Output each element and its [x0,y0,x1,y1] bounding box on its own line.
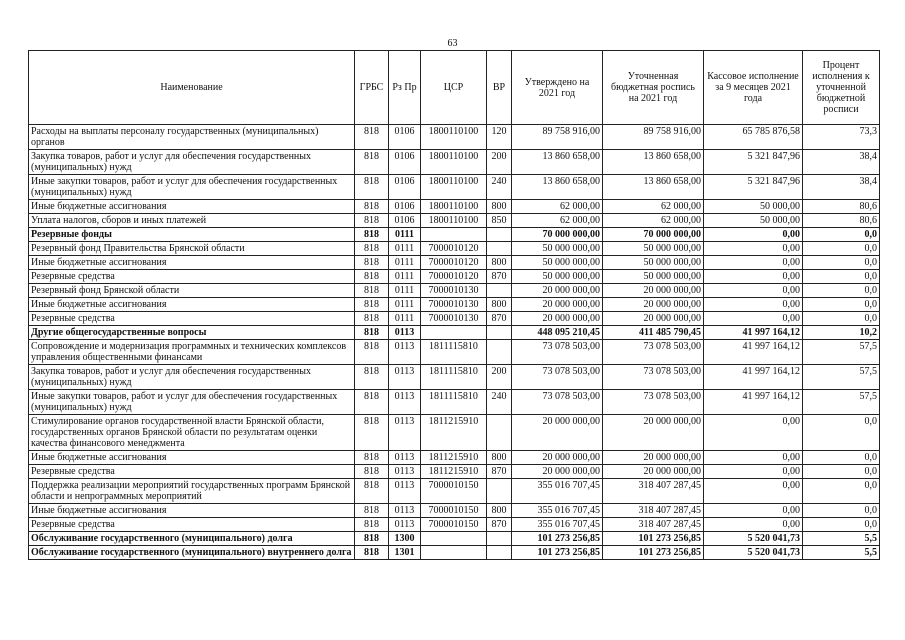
row-name-cell: Резервные средства [29,518,355,532]
row-cash-cell: 0,00 [704,465,803,479]
row-name-cell: Иные бюджетные ассигнования [29,200,355,214]
row-name-cell: Иные бюджетные ассигнования [29,504,355,518]
row-approved-cell: 355 016 707,45 [512,518,603,532]
row-vr-cell [487,340,512,365]
row-csr-cell: 1800110100 [421,125,487,150]
row-grbs-cell: 818 [355,284,389,298]
row-percent-cell: 38,4 [803,175,880,200]
row-refined-cell: 318 407 287,45 [603,479,704,504]
row-name-cell: Иные бюджетные ассигнования [29,451,355,465]
row-rzpr-cell: 0111 [389,284,421,298]
table-row [29,312,880,326]
row-grbs-cell: 818 [355,256,389,270]
row-vr-cell: 200 [487,365,512,390]
table-row [29,298,880,312]
header-grbs: ГРБС [355,51,389,125]
row-approved-cell: 101 273 256,85 [512,532,603,546]
row-name-cell: Расходы на выплаты персоналу государственных (муниципальных) органов [29,125,355,150]
row-vr-cell: 800 [487,298,512,312]
row-rzpr-cell: 0106 [389,175,421,200]
row-vr-cell [487,242,512,256]
row-name-cell: Резервный фонд Правительства Брянской области [29,242,355,256]
row-rzpr-cell: 0111 [389,228,421,242]
row-percent-cell: 0,0 [803,228,880,242]
row-approved-cell: 13 860 658,00 [512,175,603,200]
row-vr-cell [487,415,512,451]
row-approved-cell: 62 000,00 [512,214,603,228]
row-grbs-cell: 818 [355,214,389,228]
row-approved-cell: 73 078 503,00 [512,365,603,390]
table-row [29,284,880,298]
table-row [29,532,880,546]
header-percent: Процент исполнения к уточненной бюджетной росписи [803,51,880,125]
row-csr-cell: 1811215910 [421,465,487,479]
row-grbs-cell: 818 [355,175,389,200]
row-refined-cell: 50 000 000,00 [603,242,704,256]
row-name-cell: Резервные средства [29,312,355,326]
row-percent-cell: 0,0 [803,451,880,465]
row-percent-cell: 0,0 [803,256,880,270]
row-approved-cell: 50 000 000,00 [512,256,603,270]
row-approved-cell: 73 078 503,00 [512,390,603,415]
row-cash-cell: 0,00 [704,504,803,518]
row-percent-cell: 5,5 [803,546,880,560]
row-rzpr-cell: 0113 [389,365,421,390]
row-refined-cell: 73 078 503,00 [603,340,704,365]
row-rzpr-cell: 0111 [389,270,421,284]
row-csr-cell: 7000010130 [421,298,487,312]
row-vr-cell: 870 [487,270,512,284]
row-approved-cell: 355 016 707,45 [512,479,603,504]
table-row [29,242,880,256]
row-percent-cell: 0,0 [803,270,880,284]
row-percent-cell: 0,0 [803,242,880,256]
row-approved-cell: 50 000 000,00 [512,242,603,256]
row-csr-cell: 1800110100 [421,200,487,214]
row-cash-cell: 41 997 164,12 [704,365,803,390]
row-vr-cell: 240 [487,175,512,200]
row-vr-cell [487,326,512,340]
row-csr-cell [421,326,487,340]
row-cash-cell: 65 785 876,58 [704,125,803,150]
row-vr-cell: 800 [487,200,512,214]
table-row [29,228,880,242]
row-approved-cell: 355 016 707,45 [512,504,603,518]
row-refined-cell: 13 860 658,00 [603,175,704,200]
table-row [29,465,880,479]
header-row [29,51,880,125]
row-csr-cell: 7000010150 [421,518,487,532]
row-rzpr-cell: 0113 [389,326,421,340]
row-name-cell: Поддержка реализации мероприятий государственных программ Брянской области и непрограммных мероприятий [29,479,355,504]
header-name: Наименование [29,51,355,125]
row-name-cell: Другие общегосударственные вопросы [29,326,355,340]
row-vr-cell [487,532,512,546]
row-name-cell: Сопровождение и модернизация программных и технических комплексов управления общественными финансами [29,340,355,365]
table-row [29,270,880,284]
table-row [29,200,880,214]
row-name-cell: Иные закупки товаров, работ и услуг для обеспечения государственных (муниципальных) нужд [29,175,355,200]
row-grbs-cell: 818 [355,479,389,504]
row-grbs-cell: 818 [355,546,389,560]
row-cash-cell: 0,00 [704,415,803,451]
row-vr-cell [487,479,512,504]
row-cash-cell: 50 000,00 [704,200,803,214]
row-grbs-cell: 818 [355,228,389,242]
row-csr-cell: 7000010120 [421,270,487,284]
page-number: 63 [447,38,458,49]
header-refined: Уточненная бюджетная роспись на 2021 год [603,51,704,125]
row-cash-cell: 50 000,00 [704,214,803,228]
row-approved-cell: 20 000 000,00 [512,298,603,312]
row-refined-cell: 318 407 287,45 [603,504,704,518]
row-grbs-cell: 818 [355,150,389,175]
table-row [29,175,880,200]
row-cash-cell: 0,00 [704,451,803,465]
row-name-cell: Резервный фонд Брянской области [29,284,355,298]
row-refined-cell: 101 273 256,85 [603,532,704,546]
row-cash-cell: 0,00 [704,270,803,284]
row-grbs-cell: 818 [355,504,389,518]
row-cash-cell: 5 321 847,96 [704,150,803,175]
row-grbs-cell: 818 [355,465,389,479]
table-row [29,518,880,532]
row-csr-cell: 7000010130 [421,284,487,298]
row-grbs-cell: 818 [355,451,389,465]
row-cash-cell: 5 321 847,96 [704,175,803,200]
row-percent-cell: 57,5 [803,340,880,365]
table-row [29,451,880,465]
row-approved-cell: 20 000 000,00 [512,312,603,326]
row-cash-cell: 41 997 164,12 [704,390,803,415]
row-name-cell: Стимулирование органов государственной власти Брянской области, государственных органов Брянской области по результатам оценки качества финансового менеджмента [29,415,355,451]
row-name-cell: Закупка товаров, работ и услуг для обеспечения государственных (муниципальных) нужд [29,150,355,175]
row-percent-cell: 0,0 [803,504,880,518]
budget-table [28,50,880,560]
row-refined-cell: 73 078 503,00 [603,390,704,415]
row-vr-cell: 200 [487,150,512,175]
row-rzpr-cell: 0111 [389,312,421,326]
row-grbs-cell: 818 [355,532,389,546]
row-csr-cell: 1811115810 [421,340,487,365]
table-row [29,365,880,390]
row-csr-cell: 7000010120 [421,256,487,270]
row-refined-cell: 101 273 256,85 [603,546,704,560]
row-cash-cell: 5 520 041,73 [704,532,803,546]
row-refined-cell: 62 000,00 [603,200,704,214]
row-approved-cell: 20 000 000,00 [512,415,603,451]
row-approved-cell: 20 000 000,00 [512,451,603,465]
row-csr-cell: 1811115810 [421,390,487,415]
row-percent-cell: 10,2 [803,326,880,340]
row-percent-cell: 0,0 [803,479,880,504]
row-refined-cell: 50 000 000,00 [603,256,704,270]
row-cash-cell: 0,00 [704,242,803,256]
row-approved-cell: 448 095 210,45 [512,326,603,340]
row-rzpr-cell: 0113 [389,415,421,451]
row-percent-cell: 73,3 [803,125,880,150]
row-vr-cell: 800 [487,451,512,465]
row-approved-cell: 70 000 000,00 [512,228,603,242]
row-csr-cell: 1811115810 [421,365,487,390]
row-refined-cell: 20 000 000,00 [603,298,704,312]
row-name-cell: Иные бюджетные ассигнования [29,298,355,312]
row-percent-cell: 0,0 [803,298,880,312]
row-rzpr-cell: 0106 [389,200,421,214]
row-vr-cell: 870 [487,312,512,326]
row-refined-cell: 411 485 790,45 [603,326,704,340]
header-csr: ЦСР [421,51,487,125]
row-percent-cell: 0,0 [803,465,880,479]
header-vr: ВР [487,51,512,125]
row-cash-cell: 0,00 [704,518,803,532]
table-row [29,479,880,504]
row-grbs-cell: 818 [355,298,389,312]
table-row [29,326,880,340]
row-csr-cell: 1811215910 [421,415,487,451]
row-refined-cell: 20 000 000,00 [603,451,704,465]
row-csr-cell: 1800110100 [421,175,487,200]
row-rzpr-cell: 0113 [389,504,421,518]
row-vr-cell: 800 [487,504,512,518]
row-grbs-cell: 818 [355,390,389,415]
row-cash-cell: 0,00 [704,298,803,312]
row-vr-cell: 870 [487,518,512,532]
row-cash-cell: 0,00 [704,479,803,504]
row-name-cell: Закупка товаров, работ и услуг для обеспечения государственных (муниципальных) нужд [29,365,355,390]
row-csr-cell [421,546,487,560]
row-cash-cell: 41 997 164,12 [704,326,803,340]
row-vr-cell [487,228,512,242]
row-cash-cell: 0,00 [704,284,803,298]
header-cash: Кассовое исполнение за 9 месяцев 2021 года [704,51,803,125]
row-rzpr-cell: 1301 [389,546,421,560]
row-percent-cell: 0,0 [803,518,880,532]
row-refined-cell: 13 860 658,00 [603,150,704,175]
row-grbs-cell: 818 [355,340,389,365]
row-percent-cell: 0,0 [803,415,880,451]
row-rzpr-cell: 0113 [389,340,421,365]
table-body [29,125,880,560]
table-row [29,214,880,228]
table-row [29,340,880,365]
row-refined-cell: 73 078 503,00 [603,365,704,390]
row-csr-cell: 7000010130 [421,312,487,326]
row-grbs-cell: 818 [355,242,389,256]
row-approved-cell: 62 000,00 [512,200,603,214]
row-rzpr-cell: 0106 [389,125,421,150]
row-name-cell: Иные закупки товаров, работ и услуг для обеспечения государственных (муниципальных) нужд [29,390,355,415]
row-csr-cell: 1800110100 [421,150,487,175]
row-rzpr-cell: 0111 [389,256,421,270]
row-rzpr-cell: 0106 [389,214,421,228]
row-csr-cell: 7000010150 [421,479,487,504]
row-cash-cell: 0,00 [704,228,803,242]
row-rzpr-cell: 0111 [389,242,421,256]
row-percent-cell: 57,5 [803,365,880,390]
row-percent-cell: 80,6 [803,200,880,214]
header-rzpr: Рз Пр [389,51,421,125]
table-row [29,504,880,518]
row-name-cell: Резервные средства [29,270,355,284]
table-row [29,546,880,560]
table-row [29,415,880,451]
row-vr-cell: 870 [487,465,512,479]
row-approved-cell: 20 000 000,00 [512,465,603,479]
row-refined-cell: 20 000 000,00 [603,415,704,451]
row-csr-cell: 7000010150 [421,504,487,518]
row-refined-cell: 20 000 000,00 [603,312,704,326]
row-rzpr-cell: 1300 [389,532,421,546]
row-rzpr-cell: 0106 [389,150,421,175]
row-grbs-cell: 818 [355,326,389,340]
row-name-cell: Резервные фонды [29,228,355,242]
row-csr-cell: 7000010120 [421,242,487,256]
row-name-cell: Уплата налогов, сборов и иных платежей [29,214,355,228]
row-percent-cell: 38,4 [803,150,880,175]
row-vr-cell [487,284,512,298]
table-row [29,125,880,150]
table-row [29,150,880,175]
row-grbs-cell: 818 [355,200,389,214]
row-grbs-cell: 818 [355,415,389,451]
table-row [29,256,880,270]
row-percent-cell: 80,6 [803,214,880,228]
row-rzpr-cell: 0111 [389,298,421,312]
row-approved-cell: 101 273 256,85 [512,546,603,560]
row-rzpr-cell: 0113 [389,518,421,532]
row-rzpr-cell: 0113 [389,390,421,415]
row-refined-cell: 318 407 287,45 [603,518,704,532]
row-name-cell: Обслуживание государственного (муниципального) внутреннего долга [29,546,355,560]
row-approved-cell: 13 860 658,00 [512,150,603,175]
row-rzpr-cell: 0113 [389,465,421,479]
row-grbs-cell: 818 [355,125,389,150]
row-vr-cell: 850 [487,214,512,228]
row-approved-cell: 89 758 916,00 [512,125,603,150]
row-grbs-cell: 818 [355,365,389,390]
row-vr-cell: 800 [487,256,512,270]
row-cash-cell: 5 520 041,73 [704,546,803,560]
row-csr-cell [421,228,487,242]
row-vr-cell: 240 [487,390,512,415]
row-cash-cell: 41 997 164,12 [704,340,803,365]
row-csr-cell [421,532,487,546]
row-refined-cell: 89 758 916,00 [603,125,704,150]
row-approved-cell: 20 000 000,00 [512,284,603,298]
row-refined-cell: 70 000 000,00 [603,228,704,242]
row-percent-cell: 0,0 [803,284,880,298]
row-refined-cell: 20 000 000,00 [603,465,704,479]
row-approved-cell: 50 000 000,00 [512,270,603,284]
row-grbs-cell: 818 [355,312,389,326]
row-refined-cell: 20 000 000,00 [603,284,704,298]
row-name-cell: Обслуживание государственного (муниципального) долга [29,532,355,546]
table-row [29,390,880,415]
row-rzpr-cell: 0113 [389,451,421,465]
row-csr-cell: 1800110100 [421,214,487,228]
row-grbs-cell: 818 [355,270,389,284]
header-approved: Утверждено на 2021 год [512,51,603,125]
row-name-cell: Иные бюджетные ассигнования [29,256,355,270]
row-vr-cell: 120 [487,125,512,150]
row-cash-cell: 0,00 [704,256,803,270]
row-grbs-cell: 818 [355,518,389,532]
row-approved-cell: 73 078 503,00 [512,340,603,365]
row-csr-cell: 1811215910 [421,451,487,465]
row-percent-cell: 57,5 [803,390,880,415]
row-refined-cell: 62 000,00 [603,214,704,228]
row-rzpr-cell: 0113 [389,479,421,504]
row-vr-cell [487,546,512,560]
row-percent-cell: 5,5 [803,532,880,546]
row-percent-cell: 0,0 [803,312,880,326]
row-refined-cell: 50 000 000,00 [603,270,704,284]
row-cash-cell: 0,00 [704,312,803,326]
row-name-cell: Резервные средства [29,465,355,479]
